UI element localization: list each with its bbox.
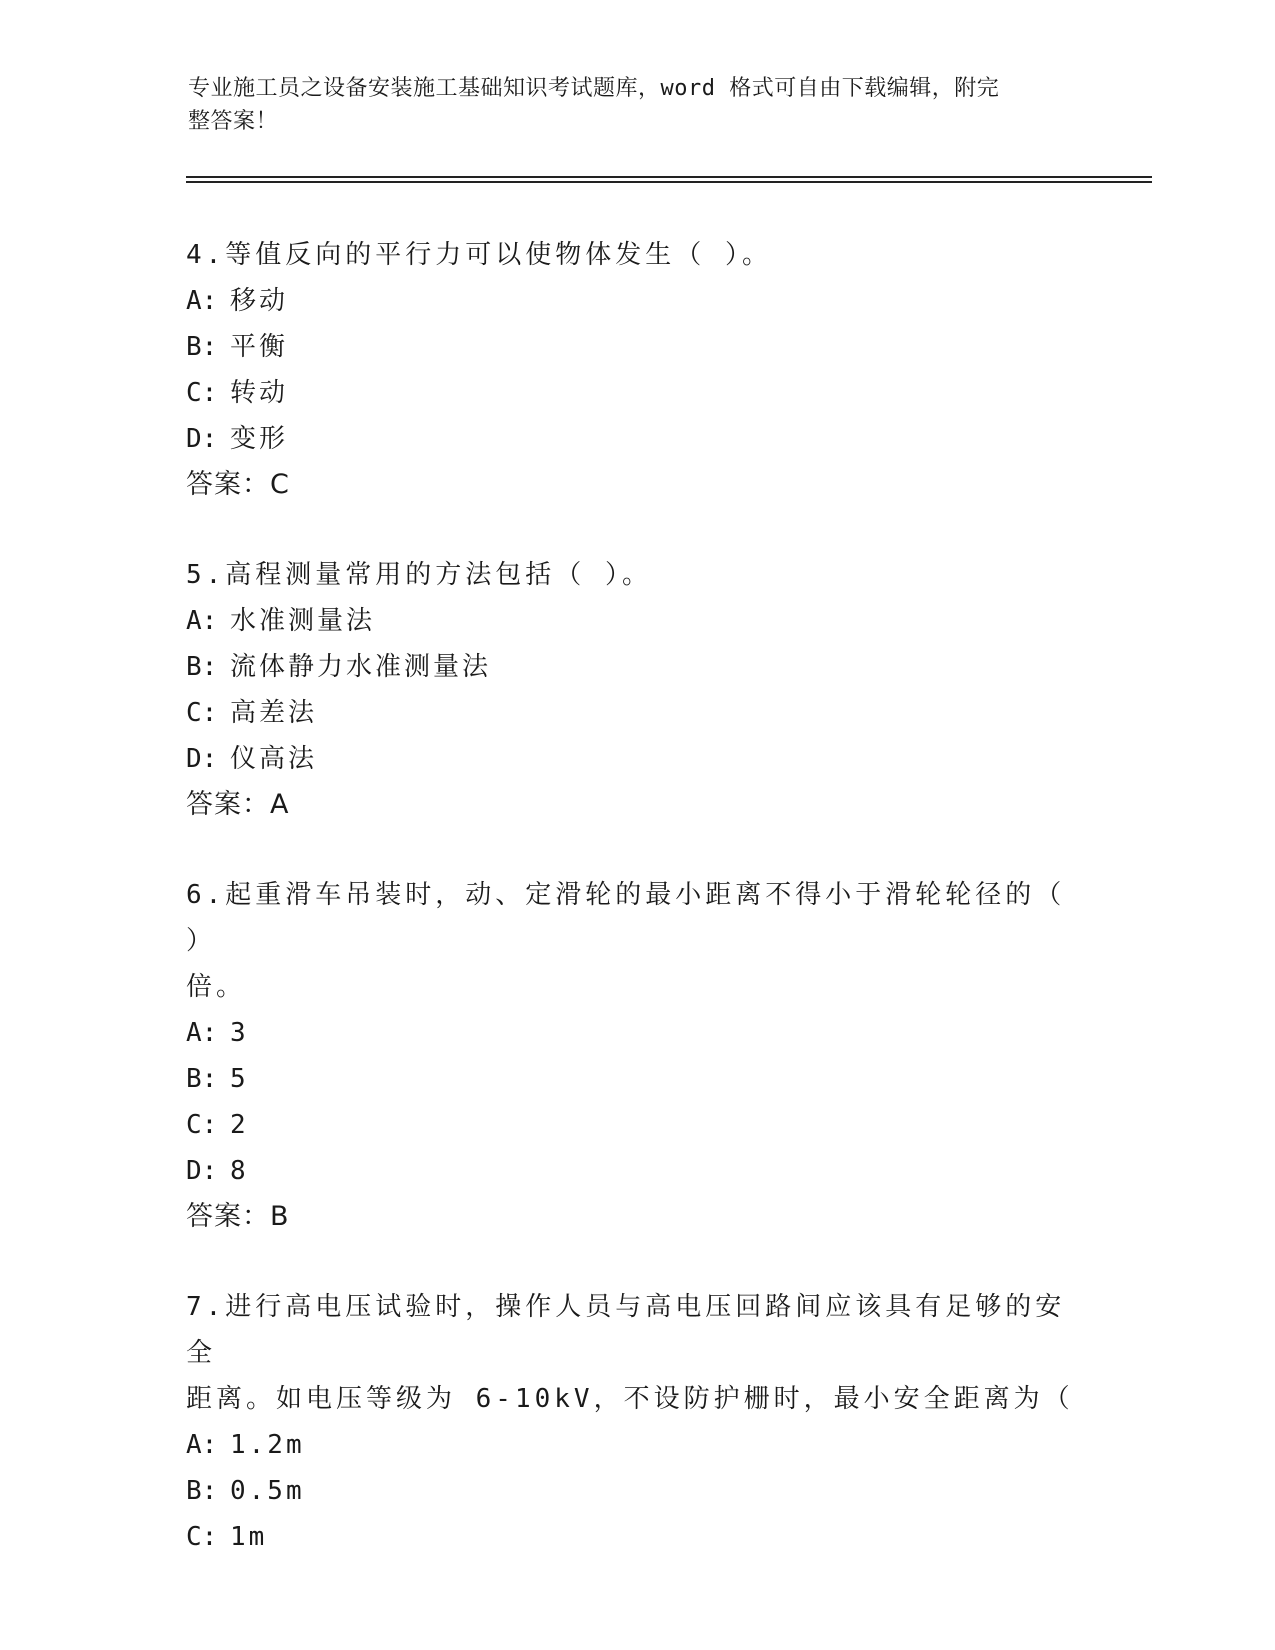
option-text: 流体静力水准测量法	[230, 652, 492, 682]
option-c	[186, 1514, 1086, 1560]
option-a	[186, 278, 1086, 324]
option-key: C:	[186, 1110, 218, 1140]
question-stem-line-2: 距离。如电压等级为 6-10kV，不设防护栅时，最小安全距离为（	[186, 1384, 1074, 1414]
option-d	[186, 736, 1086, 782]
option-text: 8	[230, 1156, 249, 1186]
question-stem-line-1: 6.起重滑车吊装时，动、定滑轮的最小距离不得小于滑轮轮径的（ ）	[186, 880, 1066, 956]
header-divider-top	[186, 176, 1152, 178]
option-text: 变形	[230, 424, 289, 454]
option-key: A:	[186, 1018, 218, 1048]
option-a	[186, 598, 1086, 644]
option-key: D:	[186, 744, 218, 774]
option-key: A:	[186, 1430, 218, 1460]
option-key: C:	[186, 698, 218, 728]
question-stem-line-1: 7.进行高电压试验时，操作人员与高电压回路间应该具有足够的安全	[186, 1292, 1066, 1368]
option-d	[186, 416, 1086, 462]
question-7	[186, 1284, 1086, 1560]
option-key: D:	[186, 424, 218, 454]
header-line-2: 整答案！	[188, 109, 279, 134]
option-a	[186, 1422, 1086, 1468]
option-text: 1m	[230, 1522, 268, 1552]
header-line-1: 专业施工员之设备安装施工基础知识考试题库，word 格式可自由下载编辑，附完	[188, 76, 1000, 101]
option-a	[186, 1010, 1086, 1056]
option-text: 2	[230, 1110, 249, 1140]
option-key: C:	[186, 1522, 218, 1552]
option-b	[186, 1468, 1086, 1514]
option-key: B:	[186, 652, 218, 682]
option-text: 转动	[230, 378, 289, 408]
question-stem: 5.高程测量常用的方法包括（ ）。	[186, 560, 652, 590]
question-4	[186, 232, 1086, 508]
question-6	[186, 872, 1086, 1240]
option-c	[186, 690, 1086, 736]
option-d	[186, 1148, 1086, 1194]
option-text: 移动	[230, 286, 289, 316]
question-stem-line-2: 倍。	[186, 972, 247, 1002]
option-c	[186, 370, 1086, 416]
option-b	[186, 1056, 1086, 1102]
header-divider-bottom	[186, 181, 1152, 183]
option-text: 3	[230, 1018, 249, 1048]
option-b	[186, 644, 1086, 690]
option-text: 5	[230, 1064, 249, 1094]
option-text: 平衡	[230, 332, 289, 362]
option-text: 水准测量法	[230, 606, 376, 636]
option-key: C:	[186, 378, 218, 408]
question-list	[186, 232, 1086, 1604]
option-key: D:	[186, 1156, 218, 1186]
option-text: 仪高法	[230, 744, 318, 774]
option-text: 高差法	[230, 698, 318, 728]
document-header	[188, 72, 1088, 138]
option-key: B:	[186, 332, 218, 362]
answer-text: 答案：B	[186, 1201, 290, 1232]
option-key: B:	[186, 1476, 218, 1506]
question-5	[186, 552, 1086, 828]
option-text: 1.2m	[230, 1430, 305, 1460]
option-c	[186, 1102, 1086, 1148]
answer-text: 答案：C	[186, 469, 290, 500]
answer-text: 答案：A	[186, 789, 290, 820]
option-text: 0.5m	[230, 1476, 305, 1506]
question-stem: 4.等值反向的平行力可以使物体发生（ ）。	[186, 240, 772, 270]
option-key: A:	[186, 606, 218, 636]
option-key: A:	[186, 286, 218, 316]
option-key: B:	[186, 1064, 218, 1094]
option-b	[186, 324, 1086, 370]
